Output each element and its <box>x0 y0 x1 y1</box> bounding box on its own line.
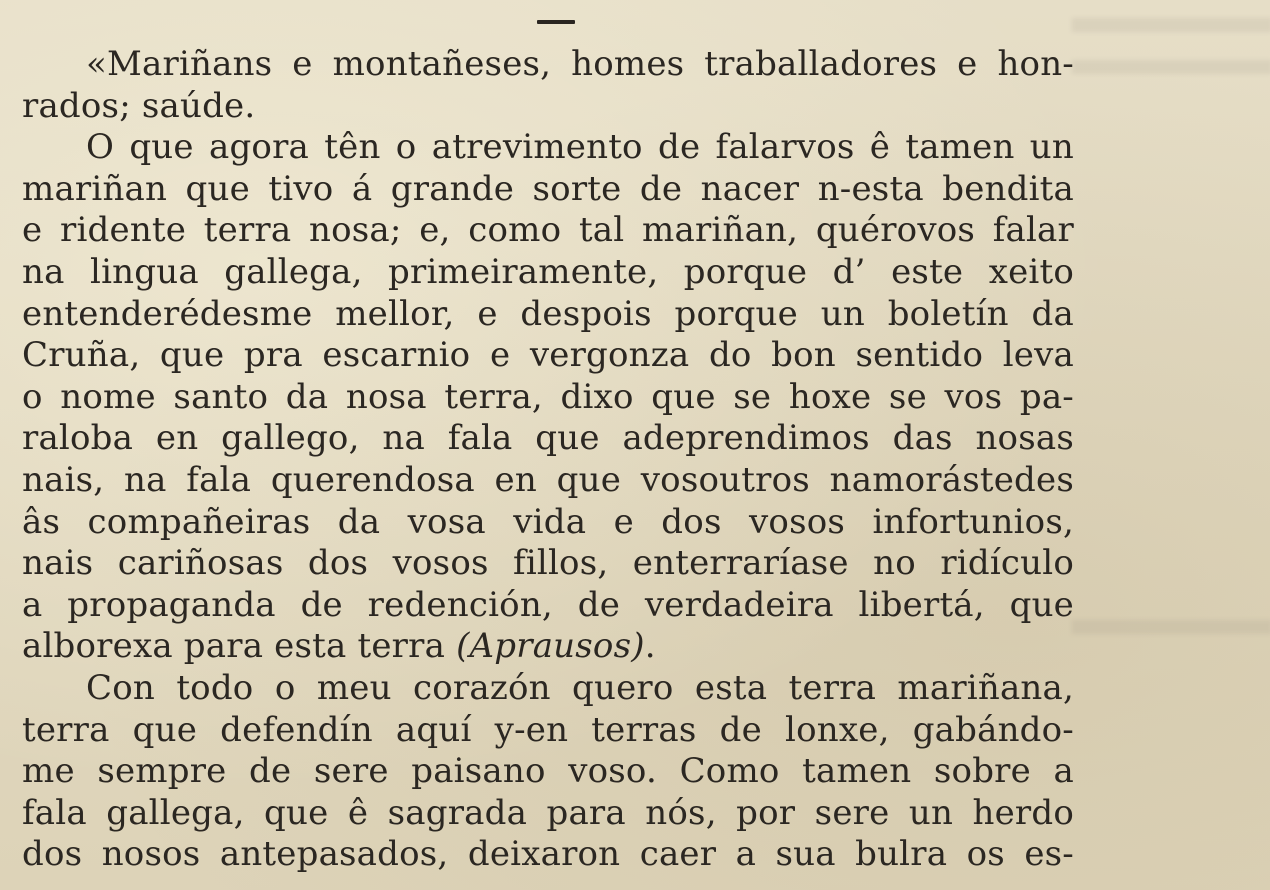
text-line: me sempre de sere paisano voso. Como tamen sobre a <box>22 751 1074 792</box>
text-line: e ridente terra nosa; e, como tal mariñan, quérovos falar <box>22 210 1074 251</box>
text-line-last <box>22 626 1074 668</box>
bleed-through-text <box>1072 18 1270 32</box>
applause-note: (Aprausos) <box>456 626 645 667</box>
text-line: Con todo o meu corazón quero esta terra mariñana, <box>86 667 1074 708</box>
text-fragment: . <box>644 626 656 667</box>
text-line: Cruña, que pra escarnio e vergonza do bon sentido leva <box>22 335 1074 376</box>
article-body <box>22 44 1074 876</box>
text-line: a propaganda de redención, de verdadeira libertá, que <box>22 584 1074 625</box>
text-line: na lingua gallega, primeiramente, porque d’ este xeito <box>22 251 1074 292</box>
text-line: dos nosos antepasados, deixaron caer a sua bulra os es- <box>22 834 1074 875</box>
text-fragment: alborexa para esta terra <box>22 626 457 667</box>
text-line: nais, na fala querendosa en que vosoutros namorástedes <box>22 459 1074 500</box>
text-line: âs compañeiras da vosa vida e dos vosos infortunios, <box>22 501 1074 542</box>
bleed-through-text <box>1072 620 1270 634</box>
text-line: fala gallega, que ê sagrada para nós, por sere un herdo <box>22 792 1074 833</box>
bleed-through-text <box>1072 60 1270 74</box>
text-line: «Mariñans e montañeses, homes traballadores e hon- <box>86 44 1074 84</box>
text-line: raloba en gallego, na fala que adeprendimos das nosas <box>22 418 1074 459</box>
text-line: entenderédesme mellor, e despois porque un boletín da <box>22 293 1074 334</box>
text-line: mariñan que tivo á grande sorte de nacer n-esta bendita <box>22 168 1074 209</box>
text-line: O que agora tên o atrevimento de falarvos ê tamen un <box>86 127 1074 168</box>
text-line: terra que defendín aquí y-en terras de lonxe, gabándo- <box>22 709 1074 750</box>
separator-text <box>537 0 567 35</box>
text-line: rados; saúde. <box>22 85 256 126</box>
text-line: o nome santo da nosa terra, dixo que se hoxe se vos pa- <box>22 376 1074 417</box>
text-line: nais cariñosas dos vosos fillos, enterraríase no ridículo <box>22 543 1074 584</box>
